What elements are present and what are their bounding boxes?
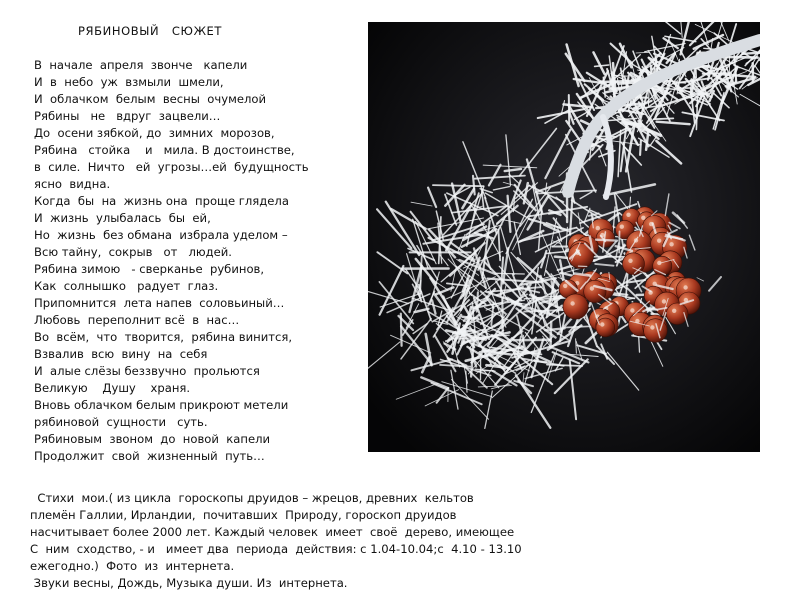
berry-frost-highlight [662, 299, 666, 303]
frost-needle [534, 361, 546, 362]
rowan-berry [596, 318, 615, 337]
berry-frost-highlight [641, 216, 645, 220]
berry-frost-highlight [563, 284, 567, 288]
poem-line: Припомнится лета напев соловьиный… [34, 296, 285, 310]
frost-needle [654, 118, 674, 119]
frost-needle [600, 81, 633, 82]
poem-line: Рябиновым звоном до новой капели [34, 432, 271, 446]
poem-line: Любовь переполнит всё в нас… [34, 313, 240, 327]
frost-needle [696, 98, 697, 130]
poem-line: Как солнышко радует глаз. [34, 279, 219, 293]
poem-line: Взвалив всю вину на себя [34, 347, 208, 361]
note-line: Стихи мои.( из цикла гороскопы друидов – жрецов, древних кельтов [30, 491, 474, 505]
berry-frost-highlight [650, 325, 654, 329]
poem-line: Когда бы на жизнь она проще глядела [34, 194, 289, 208]
poem-line: в силе. Ничто ей угрозы…ей будущность [34, 160, 309, 174]
poem-line: И облачком белым весны очумелой [34, 92, 266, 106]
poem-line: И жизнь улыбалась бы ей, [34, 211, 211, 225]
poem-line: Рябины не вдруг зацвели… [34, 109, 221, 123]
frost-needle [596, 240, 617, 241]
poem-line: Вновь облачком белым прикроют метели [34, 398, 289, 412]
note-line: С ним сходство, - и имеет два периода действия: с 1.04-10.04;с 4.10 - 13.10 [30, 542, 522, 556]
poem-line: Рябина зимою - сверканье рубинов, [34, 262, 265, 276]
rowan-berry [644, 319, 668, 343]
poem-line: Продолжит свой жизненный путь… [34, 449, 265, 463]
frost-needle [496, 273, 524, 274]
poem-line: До осени зябкой, до зимних морозов, [34, 126, 275, 140]
frost-needle [433, 185, 484, 186]
frost-needle [640, 141, 641, 155]
berry-frost-highlight [600, 322, 604, 326]
berry-frost-highlight [630, 308, 634, 312]
poem-line: Но жизнь без обмана избрала уделом – [34, 228, 288, 242]
author-note [30, 490, 522, 592]
poem-line: ясно видна. [34, 177, 111, 191]
poem-text [34, 57, 309, 465]
note-line: насчитывает более 2000 лет. Каждый человек имеет своё дерево, имеющее [30, 525, 515, 539]
poem-line: Рябина стойка и мила. В достоинстве, [34, 143, 295, 157]
frost-needle [476, 371, 493, 372]
rowan-berry [563, 294, 588, 319]
berry-frost-highlight [626, 213, 630, 217]
berry-frost-highlight [570, 301, 574, 305]
rowan-berry [584, 280, 606, 302]
poem-line: И алые слёзы беззвучно прольются [34, 364, 260, 378]
poem-line: Великую Душу храня. [34, 381, 191, 395]
rowan-photo [368, 22, 760, 452]
berry-frost-highlight [628, 259, 632, 263]
berry-frost-highlight [620, 225, 624, 229]
poem-line: Во всём, что творится, рябина винится, [34, 330, 293, 344]
poem-line: В начале апреля звонче капели [34, 58, 248, 72]
poem-title: РЯБИНОВЫЙ СЮЖЕТ [78, 24, 223, 38]
frosted-rowan-berries-icon [368, 22, 760, 452]
note-line: Звуки весны, Дождь, Музыка души. Из интернета. [30, 576, 348, 590]
berry-frost-highlight [657, 239, 661, 243]
poem-line: Всю тайну, сокрыв от людей. [34, 245, 232, 259]
frost-needle [594, 136, 616, 137]
berry-frost-highlight [683, 285, 687, 289]
berry-frost-highlight [596, 226, 600, 230]
berry-frost-highlight [669, 242, 673, 246]
note-line: ежегодно.) Фото из интернета. [30, 559, 235, 573]
note-line: племён Галлии, Ирландии, почитавших Природу, гороскоп друидов [30, 508, 457, 522]
poem-line: И в небо уж взмыли шмели, [34, 75, 224, 89]
berry-frost-highlight [672, 309, 676, 313]
poem-line: рябиновой сущности суть. [34, 415, 208, 429]
